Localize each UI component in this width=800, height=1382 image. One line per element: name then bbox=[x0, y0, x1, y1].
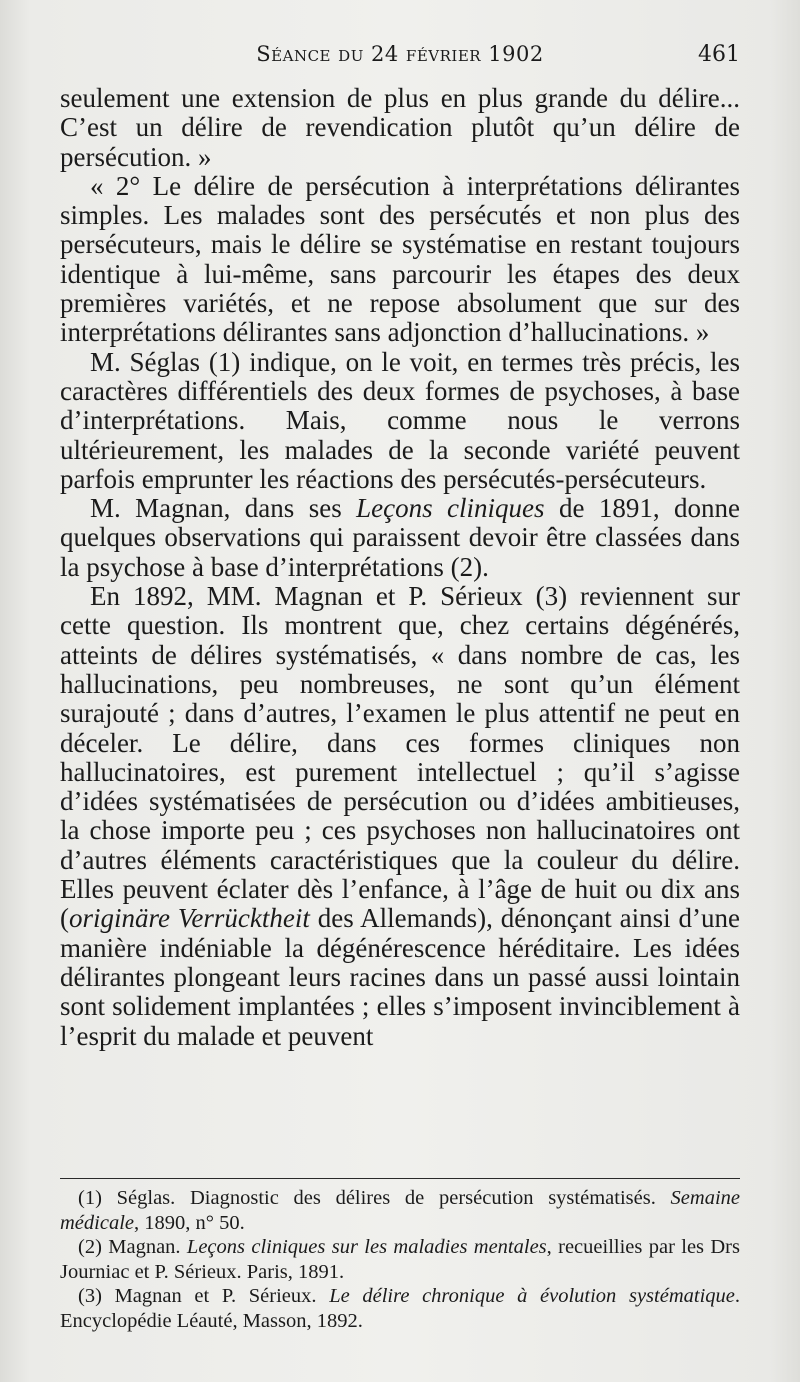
paragraph-4 bbox=[60, 494, 740, 582]
footnote-1-text-b: , 1890, n° 50. bbox=[134, 1211, 245, 1234]
footnote-divider bbox=[60, 1178, 740, 1179]
paragraph-3: M. Séglas (1) indique, on le voit, en termes très précis, les caractères différentiels des deux formes de psychoses, à base d’interprétations. Mais, comme nous le verrons ultérieurement, les malades de la seconde variété peuvent parfois emprunter les réactions des persécutés-persécuteurs. bbox=[60, 346, 740, 494]
footnote-1 bbox=[60, 1186, 740, 1235]
footnote-2-text-a: (2) Magnan. bbox=[78, 1236, 187, 1258]
footnote-1-text-a: (1) Séglas. Diagnostic des délires de persécution systématisés. bbox=[78, 1187, 671, 1209]
footnote-2-text-b: , recueillies par les Drs Journiac et P. Sérieux. Paris, 1891. bbox=[60, 1236, 740, 1283]
footnotes bbox=[60, 1186, 740, 1333]
paragraph-4-text-b: de 1891, donne quelques observations qui paraissent devoir être classées dans la psychose à base d’interprétations (2). bbox=[60, 493, 740, 582]
footnote-3-italic: Le délire chronique à évolution systématique bbox=[329, 1285, 735, 1307]
footnote-2 bbox=[60, 1235, 740, 1284]
paragraph-5-text-b: des Allemands), dénonçant ainsi d’une manière indéniable la dégénérescence héréditaire. Les idées délirantes plongeant leurs racines dans un passé aussi lointain sont solidement implantées ; elles s’imposent invinciblement à l’esprit du malade et peuvent bbox=[60, 903, 740, 1051]
footnote-3-text-a: (3) Magnan et P. Sérieux. bbox=[78, 1285, 330, 1307]
paragraph-2: « 2° Le délire de persécution à interprétations délirantes simples. Les malades sont des persécutés et non plus des persécuteurs, mais le délire se systématise en restant toujours identique à lui-même, sans parcourir les étapes des deux premières variétés, et ne repose absolument que sur des interprétations délirantes sans adjonction d’hallucinations. » bbox=[60, 170, 740, 348]
footnote-1-italic: Semaine médicale bbox=[60, 1187, 740, 1234]
footnote-2-italic: Leçons cliniques sur les maladies mentales bbox=[186, 1236, 547, 1258]
book-title-lecons-cliniques: Leçons cliniques bbox=[356, 493, 545, 524]
paragraph-5 bbox=[60, 582, 740, 1051]
running-title: Séance du 24 février 1902 bbox=[256, 42, 544, 66]
paragraph-5-text-a: En 1892, MM. Magnan et P. Sérieux (3) reviennent sur cette question. Ils montrent que, chez certains dégénérés, atteints de délires systématisés, « dans nombre de cas, les hallucinations, peu nombreuses, ne sont qu’un élément surajouté ; dans d’autres, l’examen le plus attentif ne peut en déceler. Le délire, dans ces formes cliniques non hallucinatoires, est purement intellectuel ; qu’il s’agisse d’idées systématisées de persécution ou d’idées ambitieuses, la chose importe peu ; ces psychoses non hallucinatoires ont d’autres éléments caractéristiques que la couleur du délire. Elles peuvent éclater dès l’enfance, à l’âge de huit ou dix ans ( bbox=[60, 581, 740, 934]
term-originare-verrucktheit: originäre Verrücktheit bbox=[69, 903, 310, 934]
paragraph-4-text-a: M. Magnan, dans ses bbox=[90, 493, 357, 524]
footnote-3 bbox=[60, 1284, 740, 1333]
footnote-3-text-b: . Encyclopédie Léauté, Masson, 1892. bbox=[60, 1285, 740, 1332]
page-number: 461 bbox=[698, 42, 740, 67]
paragraph-1: seulement une extension de plus en plus grande du délire... C’est un délire de revendication plutôt qu’un délire de persécution. » bbox=[60, 83, 740, 172]
running-head bbox=[60, 42, 740, 76]
body-text bbox=[60, 84, 740, 1051]
